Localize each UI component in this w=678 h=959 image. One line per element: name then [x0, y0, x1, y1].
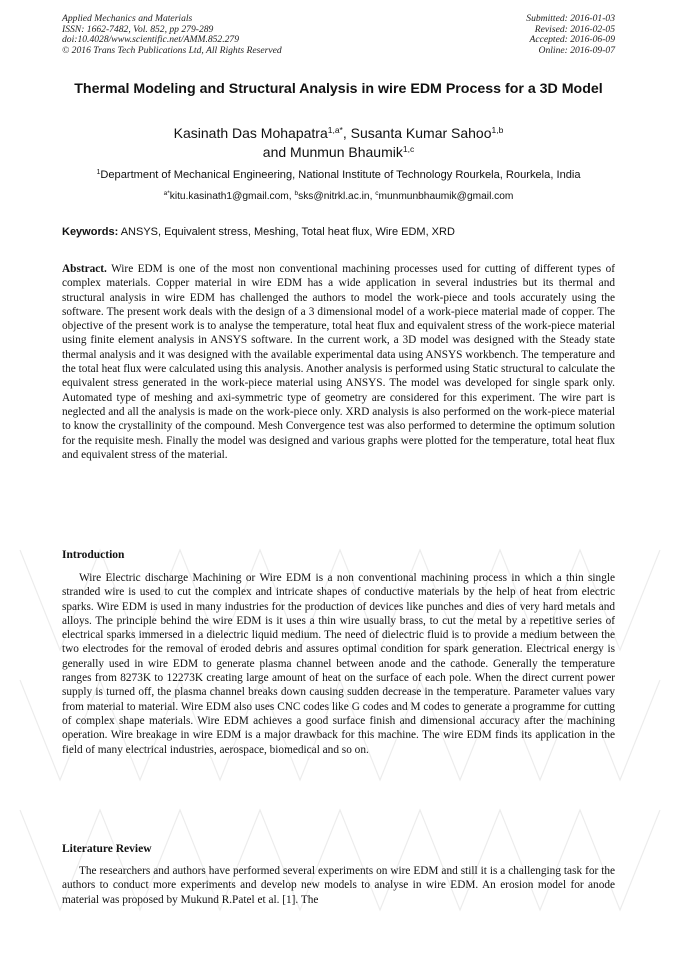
submitted-date: Submitted: 2016-01-03	[526, 13, 615, 24]
author-3-affil-mark: 1,c	[402, 144, 415, 154]
issn-line: ISSN: 1662-7482, Vol. 852, pp 279-289	[62, 23, 214, 35]
email-c-mark: c	[375, 190, 379, 197]
journal-name: Applied Mechanics and Materials	[62, 13, 193, 24]
email-a-mark: a*	[163, 190, 170, 197]
revised-date: Revised: 2016-02-05	[534, 23, 615, 35]
literature-review-heading: Literature Review	[62, 843, 152, 855]
email-b-mark: b	[294, 190, 299, 197]
author-2-name: Susanta Kumar Sahoo	[350, 125, 492, 141]
online-date: Online: 2016-09-07	[538, 44, 615, 56]
author-conjunction: and	[262, 144, 287, 160]
affiliation	[62, 168, 615, 182]
author-1-affil-mark: 1,a*	[327, 125, 343, 135]
email-a: kitu.kasinath1@gmail.com,	[169, 191, 292, 202]
author-1-name: Kasinath Das Mohapatra	[173, 125, 328, 141]
abstract-label: Abstract.	[62, 263, 107, 275]
keywords-text: ANSYS, Equivalent stress, Meshing, Total heat flux, Wire EDM, XRD	[120, 226, 455, 238]
keywords-label: Keywords:	[62, 226, 119, 238]
keywords	[62, 225, 615, 239]
accepted-date: Accepted: 2016-06-09	[529, 34, 615, 46]
author-emails	[62, 190, 615, 204]
publication-dates	[526, 14, 615, 56]
paper-title: Thermal Modeling and Structural Analysis in wire EDM Process for a 3D Model	[74, 81, 603, 97]
copyright-line: © 2016 Trans Tech Publications Ltd, All Rights Reserved	[62, 44, 282, 56]
doi-line: doi:10.4028/www.scientific.net/AMM.852.279	[62, 34, 240, 46]
author-3-name: Munmun Bhaumik	[290, 144, 403, 160]
introduction-paragraph: Wire Electric discharge Machining or Wire EDM is a non conventional machining process in which a thin single stranded wire is used to cut the complex and intricate shapes of conductive materials by the help of heat from electric sparks. Wire EDM is used in many industries for the production of devices like punches and dies of very hard metals and alloys. The principle behind the wire EDM is it uses a thin wire usually brass, to cut the metal by a repetitive series of electrical sparks immersed in a dielectric liquid medium. The need of dielectric fluid is to provide a medium between the two electrodes for the removal of eroded debris and assures optimal condition for spark generation. Electrical energy is generally used in wire EDM to generate plasma channel between anode and the cathode. Generally the temperature ranges from 8273K to 12273K creating large amount of heat on the surface of each pole. When the direct current power supply is turned off, the plasma channel breaks down causing sudden decrease in the temperature. Parameter values vary from material to material. Wire EDM also uses CNC codes like G codes and M codes to generate a programme for cutting of complex shape materials. Wire EDM achieves a good surface finish and dimensional accuracy after the machining operation. Wire breakage in wire EDM is a major drawback for this machine. The wire EDM finds its application in the field of many electrical industries, aerospace, biomedical and so on.	[62, 572, 615, 756]
introduction-heading: Introduction	[62, 549, 125, 561]
affiliation-text: Department of Mechanical Engineering, National Institute of Technology Rourkela, Rourkela, India	[100, 169, 581, 181]
journal-info	[62, 14, 282, 56]
affiliation-mark: 1	[96, 169, 101, 176]
email-b: sks@nitrkl.ac.in,	[298, 191, 373, 202]
author-list: Kasinath Das Mohapatra$^{1,a*}$, Susanta Kumar Sahoo$^{1,b}$ and Munmun Bhaumik$^{1,c}$	[173, 125, 504, 160]
email-c: munmunbhaumik@gmail.com	[378, 191, 514, 202]
literature-review-paragraph: The researchers and authors have performed several experiments on wire EDM and still it is a challenging task for the authors to conduct more experiments and develop new models to analyse in wire EDM. An erosion model for anode material was proposed by Mukund R.Patel et al. [1]. The	[62, 865, 615, 906]
abstract-text: Wire EDM is one of the most non conventional machining processes used for cutting of different types of complex materials. Copper material in wire EDM has a wide application in several industries but its thermal and structural analysis in wire EDM has challenged the authors to model the work-piece and tools accurately using the software. The present work deals with the design of a 3 dimensional model of a work-piece material made of copper. The objective of the present work is to analyse the temperature, total heat flux and equivalent stress of the work-piece material using finite element analysis in ANSYS software. In the current work, a 3D model was designed with the Steady state thermal analysis and it was designed with the available experimental data using ANSYS workbench. The temperature and the total heat flux were calculated using this analysis. Another analysis is performed using Static structural to calculate the equivalent stress generated in the work-piece material using ANSYS. The model was developed for single spark only. Automated type of meshing and axi-symmetric type of geometry are considered for this experiment. The wire part is neglected and all the analysis is made on the work-piece only. XRD analysis is also performed on the work-piece material to know the crystallinity of the compound. Mesh Convergence test was also performed to determine the optimum solution for the requisite mesh. Finally the model was designed and various graphs were plotted for the temperature, total heat flux and equivalent stress of the material.	[62, 263, 615, 461]
author-2-affil-mark: 1,b	[491, 125, 504, 135]
abstract	[62, 262, 615, 462]
